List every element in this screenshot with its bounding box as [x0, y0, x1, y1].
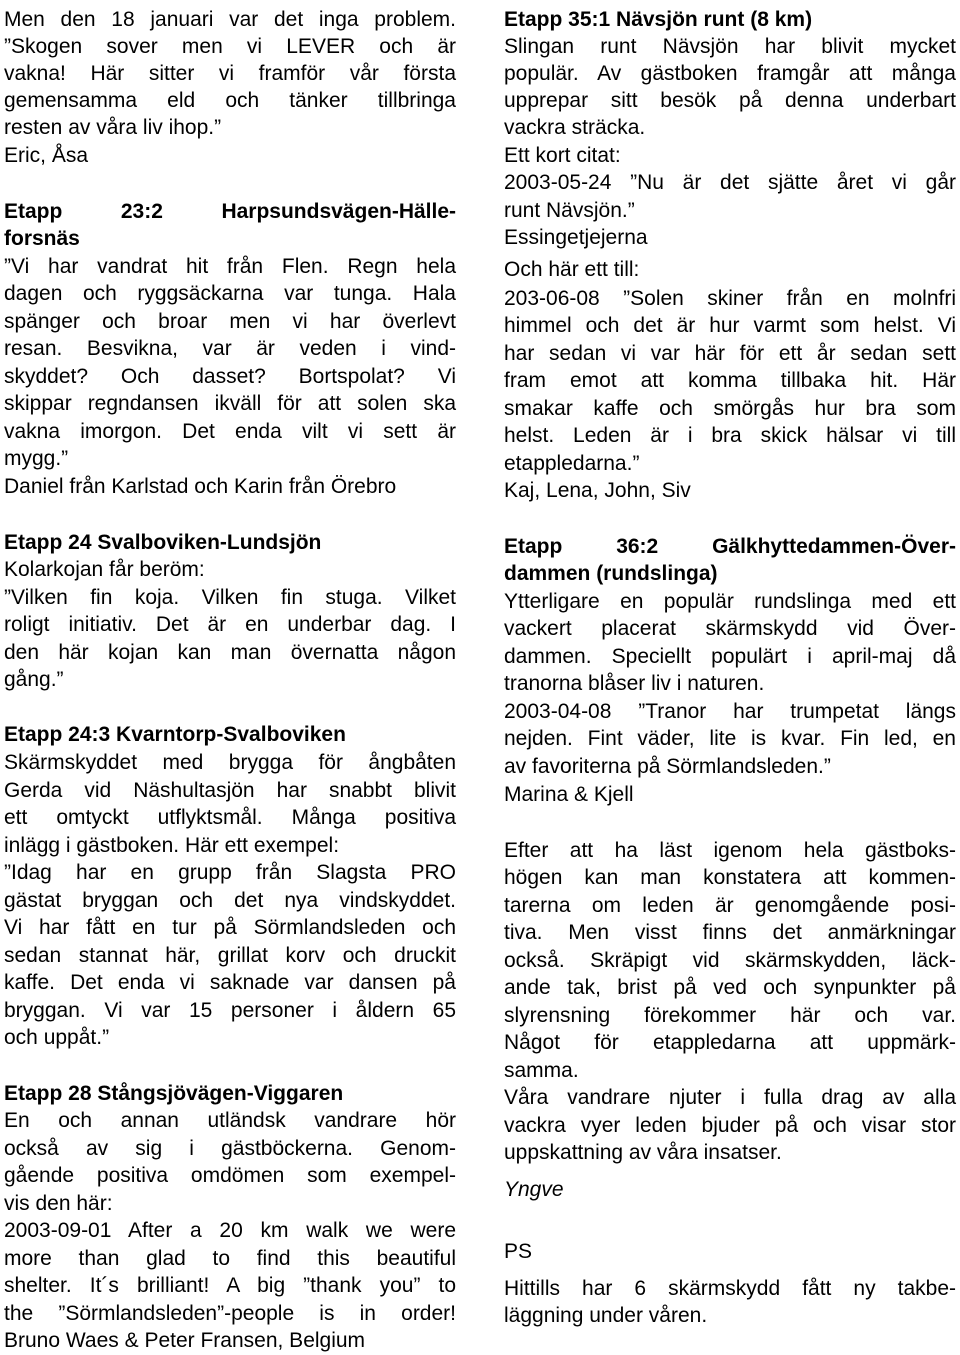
text-line: resan. Besvikna, var är veden i vind- [4, 337, 456, 360]
section-heading-line: Etapp 36:2 Gälkhyttedammen-Över- [504, 535, 956, 558]
text-line: more than glad to find this beautiful [4, 1247, 456, 1270]
text-line: samma. [504, 1059, 579, 1082]
text-line: 203-06-08 ”Solen skiner från en molnfri [504, 287, 956, 310]
text-line: uppskattning av våra insatser. [504, 1141, 782, 1164]
text-line: resten av våra liv ihop.” [4, 116, 222, 139]
text-line: ”Skogen sover men vi LEVER och är [4, 35, 456, 58]
text-line: En och annan utländsk vandrare hör [4, 1109, 456, 1132]
text-line: Ytterligare en populär rundslinga med ett [504, 590, 956, 613]
text-line: den här kojan kan man övernatta någon [4, 641, 456, 664]
text-line: ”Vilken fin koja. Vilken fin stuga. Vilket [4, 586, 456, 609]
text-line: också av sig i gästböckerna. Genom- [4, 1137, 456, 1160]
text-line: ”Vi har vandrat hit från Flen. Regn hela [4, 255, 456, 278]
text-line: ande tak, brist på ved och synpunkter på [504, 976, 956, 999]
section-heading-line: Etapp 24:3 Kvarntorp-Svalboviken [4, 723, 346, 746]
text-line: vackert placerat skärmskydd vid Över- [504, 617, 956, 640]
section-heading-line: Etapp 35:1 Nävsjön runt (8 km) [504, 8, 813, 31]
text-line: roligt initiativ. Det är en underbar dag. I [4, 613, 456, 636]
text-line: the ”Sörmlandsleden”-people is in order! [4, 1302, 456, 1325]
text-line: runt Nävsjön.” [504, 199, 635, 222]
text-line: ”Idag har en grupp från Slagsta PRO [4, 861, 456, 884]
text-line: vakna! Här sitter vi framför vår första [4, 62, 456, 85]
text-line: PS [504, 1240, 533, 1263]
text-line: 2003-05-24 ”Nu är det sjätte året vi går [504, 171, 956, 194]
text-line: skyddet? Och dasset? Bortspolat? Vi [4, 365, 456, 388]
text-line: vackra vyer leden bjuder på och visar stor [504, 1114, 956, 1137]
text-line: fram emot att komma tillbaka hit. Här [504, 369, 956, 392]
text-line: tranorna blåser liv i naturen. [504, 672, 765, 695]
text-line: vakna imorgon. Det enda vilt vi sett är [4, 420, 456, 443]
text-line: Något för etappledarna att uppmärk- [504, 1031, 956, 1054]
text-line: kaffe. Det enda vi saknade var dansen på [4, 971, 456, 994]
text-line: Och här ett till: [504, 258, 640, 281]
text-line: Hittills har 6 skärmskydd fått ny takbe- [504, 1277, 956, 1300]
text-line: vackra sträcka. [504, 116, 646, 139]
text-line: vis den här: [4, 1192, 113, 1215]
text-line: Bruno Waes & Peter Fransen, Belgium [4, 1329, 366, 1352]
text-line: inlägg i gästboken. Här ett exempel: [4, 834, 340, 857]
text-line: 2003-09-01 After a 20 km walk we were [4, 1219, 456, 1242]
text-line: Gerda vid Näshultasjön har snabbt blivit [4, 779, 456, 802]
text-line: sedan stannat här, grillat korv och druckit [4, 944, 456, 967]
text-line: gästat bryggan och det nya vindskyddet. [4, 889, 456, 912]
text-line: Marina & Kjell [504, 783, 634, 806]
text-line: har sedan vi var här för ett år sedan sett [504, 342, 956, 365]
text-line: slyrensning förekommer här och var. [504, 1004, 956, 1027]
section-heading-line: Etapp 28 Stångsjövägen-Viggaren [4, 1082, 344, 1105]
text-line: och uppåt.” [4, 1026, 110, 1049]
text-line: spänger och broar men vi har överlevt [4, 310, 456, 333]
text-line: Yngve [504, 1178, 564, 1201]
text-line: också. Skräpigt vid skärmskydden, läck- [504, 949, 956, 972]
text-line: etappledarna.” [504, 452, 640, 475]
text-line: Efter att ha läst igenom hela gästboks- [504, 839, 956, 862]
text-line: dagen och ryggsäckarna var tunga. Hala [4, 282, 456, 305]
text-line: 2003-04-08 ”Tranor har trumpetat längs [504, 700, 956, 723]
text-line: högen kan man konstatera att kommen- [504, 866, 956, 889]
text-line: Kaj, Lena, John, Siv [504, 479, 691, 502]
text-line: Skärmskyddet med brygga för ångbåten [4, 751, 456, 774]
text-line: mygg.” [4, 447, 69, 470]
text-line: Daniel från Karlstad och Karin från Örebro [4, 475, 397, 498]
text-line: skippar regndansen ikväll för att solen ska [4, 392, 456, 415]
text-line: Men den 18 januari var det inga problem. [4, 8, 456, 31]
text-line: bryggan. Vi var 15 personer i åldern 65 [4, 999, 456, 1022]
section-heading-line: dammen (rundslinga) [504, 562, 718, 585]
text-line: Slingan runt Nävsjön har blivit mycket [504, 35, 956, 58]
text-line: läggning under våren. [504, 1304, 708, 1327]
text-line: av favoriterna på Sörmlandsleden.” [504, 755, 831, 778]
text-line: Ett kort citat: [504, 144, 621, 167]
text-line: shelter. It´s brilliant! A big ”thank you” to [4, 1274, 456, 1297]
text-line: Essingetjejerna [504, 226, 648, 249]
text-line: smakar kaffe och smörgås hur bra som [504, 397, 956, 420]
section-heading-line: forsnäs [4, 227, 80, 250]
text-line: Eric, Åsa [4, 144, 89, 167]
text-line: helst. Leden är i bra skick hälsar vi till [504, 424, 956, 447]
section-heading-line: Etapp 23:2 Harpsundsvägen-Hälle- [4, 200, 456, 223]
text-line: Våra vandrare njuter i fulla drag av alla [504, 1086, 956, 1109]
text-line: gående positiva omdömen som exempel- [4, 1164, 456, 1187]
text-line: nejden. Fint väder, lite is kvar. Fin led, en [504, 727, 956, 750]
text-line: Vi har fått en tur på Sörmlandsleden och [4, 916, 456, 939]
text-line: gång.” [4, 668, 64, 691]
text-line: ett omtyckt utflyktsmål. Många positiva [4, 806, 456, 829]
text-line: dammen. Speciellt populärt i april-maj då [504, 645, 956, 668]
text-line: Kolarkojan får beröm: [4, 558, 205, 581]
section-heading-line: Etapp 24 Svalboviken-Lundsjön [4, 531, 322, 554]
text-line: upprepar sitt besök på denna underbart [504, 89, 956, 112]
text-line: gemensamma eld och tänker tillbringa [4, 89, 456, 112]
text-line: tiva. Men visst finns det anmärkningar [504, 921, 956, 944]
text-line: himmel och det är hur varmt som helst. Vi [504, 314, 956, 337]
text-line: populär. Av gästboken framgår att många [504, 62, 956, 85]
text-line: tarerna om leden är genomgående posi- [504, 894, 956, 917]
